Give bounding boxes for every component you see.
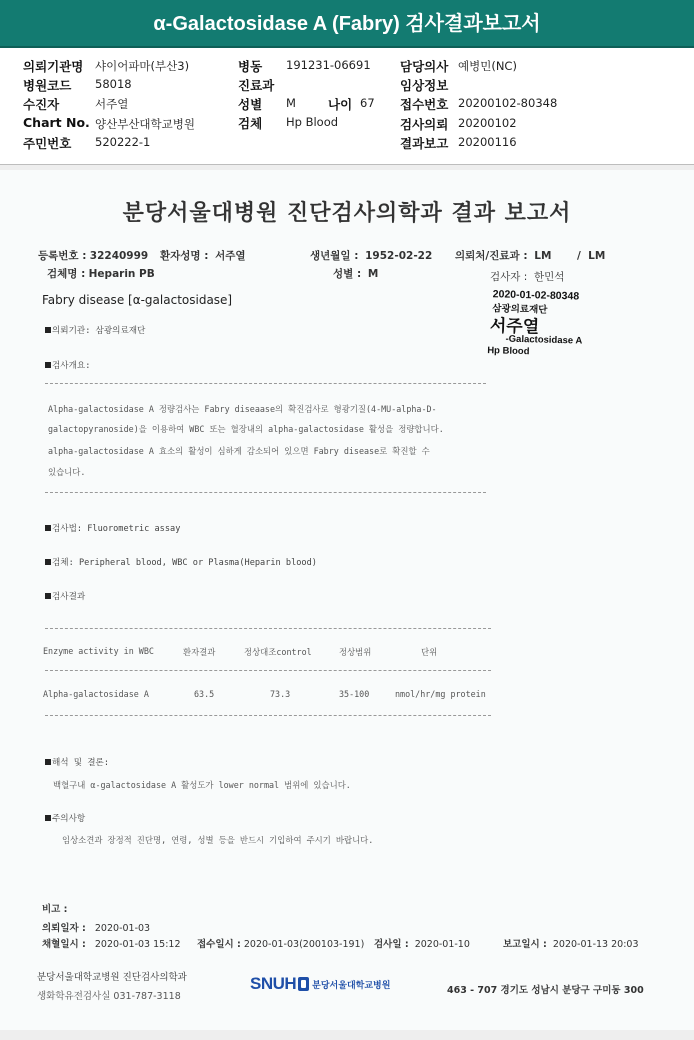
specimen-name — [47, 266, 155, 281]
ward-value: 191231-06691 — [286, 58, 371, 72]
specimen-line-text: 검체: Peripheral blood, WBC or Plasma(Heparin blood) — [52, 558, 317, 568]
request-date-label: 검사의뢰 — [400, 117, 449, 132]
resident-no-label: 주민번호 — [23, 136, 72, 151]
collection-time — [42, 936, 181, 950]
referral-dept-value: LM / LM — [534, 250, 606, 262]
patient-name-value: 서주열 — [215, 250, 246, 262]
institution-value: 샤이어파마(부산3) — [95, 59, 190, 73]
table-cell-test: Alpha-galactosidase A — [43, 689, 149, 699]
note-heading-text: 주의사항 — [52, 814, 86, 824]
doctor-label: 담당의사 — [400, 59, 449, 74]
examinee-label: 수진자 — [23, 97, 60, 112]
institution-text: 의뢰기관: 삼광의료재단 — [52, 326, 146, 336]
patient-name — [160, 248, 246, 263]
stamp-test: -Galactosidase A — [505, 333, 583, 347]
note-text: 임상소견과 장정적 진단명, 연령, 성별 등을 반드시 기입하여 주시기 바랍니다. — [62, 835, 374, 845]
chart-no-value: 양산부산대학교병원 — [95, 117, 195, 131]
registration-no-value: 32240999 — [89, 250, 149, 262]
clinical-info-label: 임상정보 — [400, 78, 449, 93]
remarks-label-text: 비고 : — [42, 904, 68, 915]
stamp-org: 삼광의료재단 — [492, 303, 548, 316]
overview-line-4: 있습니다. — [48, 467, 86, 477]
resident-no-value: 520222-1 — [95, 135, 151, 149]
hospital-address: 463 - 707 경기도 성남시 분당구 구미동 300 — [447, 985, 644, 996]
note-heading — [45, 812, 85, 824]
logo-mark-icon — [298, 977, 309, 991]
table-cell-control: 73.3 — [270, 689, 291, 699]
bullet-icon — [45, 815, 51, 821]
request-date-label-text: 의뢰일자 : — [42, 923, 86, 934]
request-info-panel — [0, 48, 694, 165]
divider — [45, 492, 486, 493]
bullet-icon — [45, 327, 51, 333]
interpretation-heading — [45, 756, 109, 768]
department-label: 진료과 — [238, 78, 275, 93]
stamp-patient: 서주열 — [489, 316, 540, 337]
footer-department: 분당서울대학교병원 진단검사의학과 — [37, 972, 187, 983]
request-date — [42, 920, 150, 934]
report-sex-label: 성별 : — [333, 268, 362, 280]
doctor-value: 예병민(NC) — [458, 59, 517, 73]
overview-line-1: Alpha-galactosidase A 정량검사는 Fabry diseaase의 확진검사로 형광기질(4-MU-alpha-D- — [48, 404, 437, 414]
birth-date — [310, 248, 432, 263]
overview-heading-text: 검사개요: — [52, 361, 91, 371]
table-cell-range: 35-100 — [339, 689, 370, 699]
report-time-label-text: 보고일시 : — [503, 939, 547, 950]
stamp-receipt-no: 2020-01-02-80348 — [492, 288, 580, 303]
table-cell-patient-result: 63.5 — [194, 689, 215, 699]
registration-no — [38, 248, 148, 263]
examiner-label: 검사자 : — [490, 271, 528, 283]
ward-label: 병동 — [238, 59, 263, 74]
bullet-icon — [45, 559, 51, 565]
table-top-rule — [45, 628, 491, 629]
report-time-value-text: 2020-01-13 20:03 — [552, 939, 639, 950]
table-header-rule — [45, 670, 491, 671]
table-header-control: 정상대조control — [244, 647, 312, 657]
report-sex — [333, 266, 378, 281]
bullet-icon — [45, 593, 51, 599]
report-date-value: 20200116 — [458, 135, 517, 149]
bullet-icon — [45, 525, 51, 531]
age-label: 나이 — [328, 97, 353, 112]
hospital-logo — [250, 973, 390, 995]
specimen-name-label: 검체명 : — [47, 268, 86, 280]
table-header-range: 정상범위 — [339, 647, 372, 657]
divider — [45, 383, 486, 384]
table-bottom-rule — [45, 715, 491, 716]
sex-value: M — [286, 96, 296, 110]
logo-text: SNUH — [250, 974, 297, 993]
hospital-code-value: 58018 — [95, 77, 132, 91]
receipt-no-value: 20200102-80348 — [458, 96, 558, 110]
institution-label: 의뢰기관명 — [23, 59, 84, 74]
table-header-unit: 단위 — [421, 647, 438, 657]
report-date-label: 결과보고 — [400, 136, 449, 151]
receipt-label-text: 접수일시 : — [197, 939, 241, 950]
result-heading-text: 검사결과 — [52, 592, 86, 602]
request-date-text: 2020-01-03 — [94, 923, 151, 934]
report-time — [503, 936, 638, 950]
table-header-patient: 환자결과 — [183, 647, 216, 657]
specimen-name-value: Heparin PB — [88, 268, 155, 280]
examinee-value: 서주열 — [95, 97, 129, 111]
referral-dept — [455, 248, 605, 263]
age-value: 67 — [360, 96, 375, 110]
method-text: 검사법: Fluorometric assay — [52, 524, 181, 534]
test-date-value-text: 2020-01-10 — [414, 939, 470, 950]
remarks-label — [42, 901, 67, 915]
table-header-enzyme: Enzyme activity in WBC — [43, 646, 154, 656]
scanned-report — [0, 170, 694, 1030]
receipt-value-text: 2020-01-03(200103-191) — [243, 939, 365, 950]
report-sex-value: M — [367, 268, 379, 280]
test-date — [374, 936, 470, 950]
birth-date-value: 1952-02-22 — [365, 250, 433, 262]
table-cell-unit: nmol/hr/mg protein — [395, 689, 486, 699]
examiner — [490, 269, 564, 284]
test-date-label-text: 검사일 : — [374, 939, 409, 950]
report-title: 분당서울대병원 진단검사의학과 결과 보고서 — [122, 201, 572, 226]
overview-line-2: galactopyranoside)을 이용하여 WBC 또는 혈장내의 alpha-galactosidase 활성을 정량합니다. — [48, 424, 444, 434]
birth-date-label: 생년월일 : — [310, 250, 359, 262]
request-date-value: 20200102 — [458, 116, 517, 130]
chart-no-label: Chart No. — [23, 115, 90, 130]
footer-lab: 생화학유전검사실 031-787-3118 — [37, 991, 181, 1002]
specimen-value: Hp Blood — [286, 115, 339, 129]
collection-label-text: 채혈일시 : — [42, 939, 86, 950]
method-line — [45, 522, 180, 534]
hospital-code-label: 병원코드 — [23, 78, 72, 93]
institution-line — [45, 324, 145, 336]
overview-line-3: alpha-galactosidase A 효소의 활성이 심하게 감소되어 있으면 Fabry disease로 확진할 수 — [48, 446, 430, 456]
bullet-icon — [45, 362, 51, 368]
receipt-no-label: 접수번호 — [400, 97, 449, 112]
collection-value-text: 2020-01-03 15:12 — [94, 939, 181, 950]
interpretation-heading-text: 해석 및 결론: — [52, 758, 110, 768]
specimen-label: 검체 — [238, 116, 263, 131]
overview-heading — [45, 359, 90, 371]
receipt-time — [197, 936, 364, 950]
test-name: Fabry disease [α-galactosidase] — [42, 293, 233, 307]
patient-name-label: 환자성명 : — [160, 250, 209, 262]
stamp-specimen: Hp Blood — [487, 345, 530, 358]
referral-dept-label: 의뢰처/진료과 : — [455, 250, 528, 262]
bullet-icon — [45, 759, 51, 765]
sex-label: 성별 — [238, 97, 263, 112]
document-title: α-Galactosidase A (Fabry) 검사결과보고서 — [0, 0, 694, 48]
registration-no-label: 등록번호 : — [38, 250, 87, 262]
logo-korean-name: 분당서울대학교병원 — [312, 980, 391, 991]
interpretation-text: 백혈구내 α-galactosidase A 활성도가 lower normal 범위에 있습니다. — [53, 780, 351, 790]
examiner-value: 한민석 — [534, 271, 565, 283]
specimen-line — [45, 556, 317, 568]
result-heading — [45, 590, 85, 602]
